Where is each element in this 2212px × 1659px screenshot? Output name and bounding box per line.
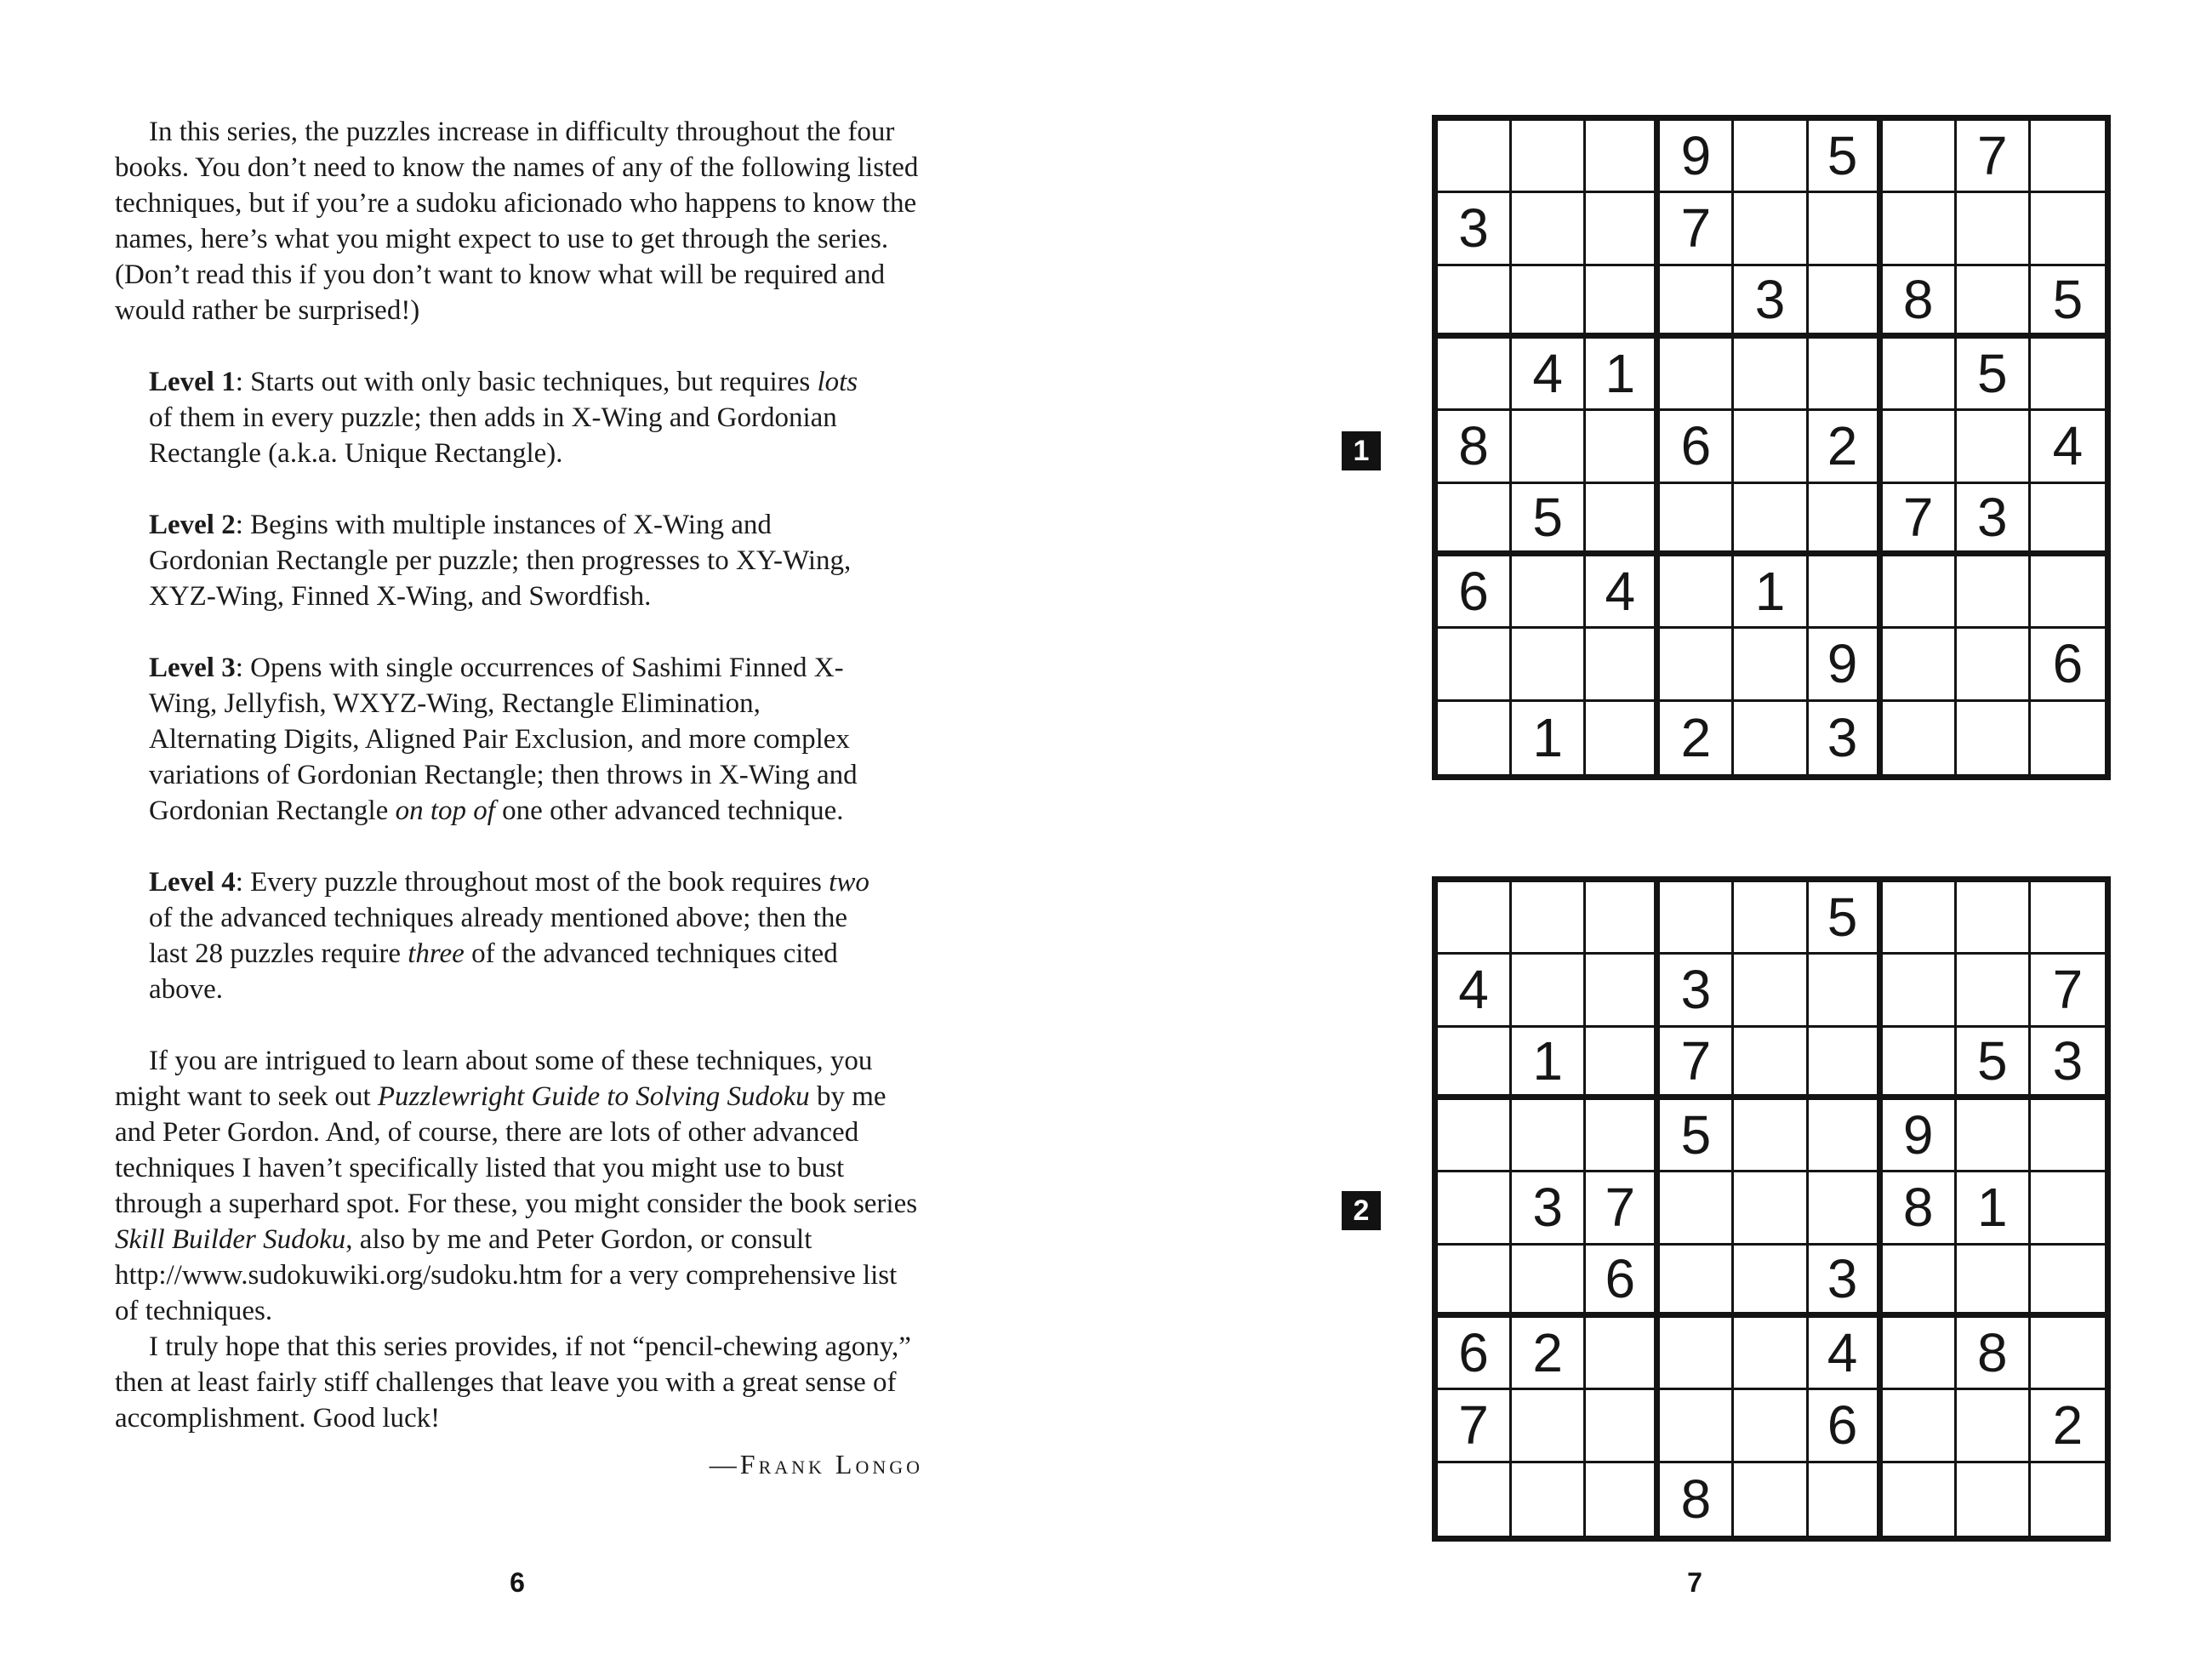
- level-4-paragraph: [149, 864, 885, 1007]
- sudoku-cell-empty: [1734, 629, 1808, 701]
- sudoku-cell-empty: [1734, 955, 1808, 1027]
- bold-run: Level 1: [149, 367, 236, 397]
- sudoku-cell-given: 7: [1586, 1172, 1660, 1245]
- text-run: I truly hope that this series provides, if not “pencil-chewing agony,” then at least fairly stiff challenges that leave you with a great sense of accomplishment. Good luck!: [115, 1331, 911, 1434]
- sudoku-cell-empty: [2031, 1100, 2105, 1172]
- sudoku-cell-empty: [1660, 339, 1734, 411]
- sudoku-cell-empty: [1438, 1246, 1512, 1318]
- techniques-paragraph: [115, 1043, 923, 1329]
- sudoku-cell-given: 4: [2031, 411, 2105, 483]
- sudoku-cell-given: 3: [1660, 955, 1734, 1027]
- sudoku-cell-empty: [1883, 702, 1957, 774]
- sudoku-cell-empty: [1809, 955, 1883, 1027]
- sudoku-cell-empty: [1957, 266, 2031, 339]
- sudoku-cell-empty: [1734, 1318, 1808, 1390]
- sudoku-cell-given: 3: [1957, 484, 2031, 556]
- sudoku-cell-empty: [1883, 1390, 1957, 1462]
- sudoku-cell-empty: [1809, 1028, 1883, 1100]
- sudoku-cell-empty: [1734, 882, 1808, 955]
- sudoku-cell-empty: [1512, 1100, 1586, 1172]
- sudoku-cell-empty: [2031, 1172, 2105, 1245]
- italic-run: three: [408, 938, 465, 969]
- sudoku-cell-empty: [1512, 266, 1586, 339]
- sudoku-cell-given: 8: [1660, 1463, 1734, 1536]
- sudoku-cell-empty: [1809, 1463, 1883, 1536]
- sudoku-cell-empty: [1586, 266, 1660, 339]
- text-run: by me and Peter Gordon. And, of course, there are lots of other advanced techniques I haven’t specifically listed that you might use to bust through a superhard spot. For these, you might consider the book series: [115, 1081, 918, 1219]
- sudoku-cell-given: 6: [1660, 411, 1734, 483]
- sudoku-cell-empty: [1734, 1172, 1808, 1245]
- level-2-paragraph: [149, 507, 885, 614]
- italic-run: Skill Builder Sudoku: [115, 1224, 346, 1255]
- sudoku-cell-given: 5: [1957, 339, 2031, 411]
- text-run: of the advanced techniques cited above.: [149, 938, 838, 1005]
- sudoku-cell-empty: [1586, 193, 1660, 265]
- sudoku-cell-empty: [1512, 882, 1586, 955]
- sudoku-cell-given: 7: [1957, 121, 2031, 193]
- sudoku-cell-empty: [1957, 882, 2031, 955]
- page-right: [1106, 0, 2212, 1659]
- sudoku-cell-empty: [1660, 484, 1734, 556]
- bold-run: Level 2: [149, 510, 236, 540]
- sudoku-cell-empty: [1883, 1246, 1957, 1318]
- sudoku-cell-given: 4: [1586, 556, 1660, 629]
- bold-run: Level 3: [149, 653, 236, 683]
- sudoku-cell-empty: [1883, 1318, 1957, 1390]
- sudoku-cell-empty: [1957, 629, 2031, 701]
- sudoku-cell-empty: [1734, 1028, 1808, 1100]
- sudoku-grid-1: [1432, 115, 2111, 780]
- sudoku-cell-given: 6: [1438, 556, 1512, 629]
- sudoku-cell-empty: [1883, 411, 1957, 483]
- sudoku-cell-empty: [1957, 1390, 2031, 1462]
- sudoku-cell-empty: [1438, 1463, 1512, 1536]
- sudoku-cell-empty: [1883, 121, 1957, 193]
- sudoku-cell-given: 5: [1809, 121, 1883, 193]
- sudoku-cell-empty: [1438, 121, 1512, 193]
- sudoku-cell-given: 7: [2031, 955, 2105, 1027]
- sudoku-cell-empty: [1957, 955, 2031, 1027]
- sudoku-cell-empty: [1660, 882, 1734, 955]
- bold-run: Level 4: [149, 867, 236, 898]
- sudoku-cell-empty: [1957, 1463, 2031, 1536]
- sudoku-cell-empty: [2031, 1318, 2105, 1390]
- sudoku-cell-empty: [1734, 1100, 1808, 1172]
- sudoku-cell-given: 5: [2031, 266, 2105, 339]
- sudoku-cell-given: 2: [2031, 1390, 2105, 1462]
- sudoku-cell-given: 3: [1809, 702, 1883, 774]
- sudoku-cell-given: 1: [1512, 1028, 1586, 1100]
- sudoku-cell-empty: [1438, 1028, 1512, 1100]
- sudoku-cell-empty: [1883, 1028, 1957, 1100]
- sudoku-cell-given: 9: [1883, 1100, 1957, 1172]
- page-number-right: 7: [1687, 1567, 1702, 1598]
- sudoku-cell-given: 3: [1809, 1246, 1883, 1318]
- intro-paragraph: [115, 114, 923, 328]
- sudoku-cell-empty: [1660, 1172, 1734, 1245]
- author-signature: —Frank Longo: [709, 1449, 923, 1479]
- sudoku-cell-empty: [2031, 1463, 2105, 1536]
- sudoku-cell-empty: [1809, 266, 1883, 339]
- sudoku-cell-empty: [1809, 339, 1883, 411]
- sudoku-cell-empty: [2031, 484, 2105, 556]
- sudoku-cell-empty: [2031, 702, 2105, 774]
- sudoku-cell-empty: [1586, 1100, 1660, 1172]
- sudoku-cell-empty: [1512, 955, 1586, 1027]
- sudoku-cell-given: 8: [1883, 1172, 1957, 1245]
- italic-run: on top of: [395, 795, 495, 826]
- sudoku-cell-given: 5: [1957, 1028, 2031, 1100]
- sudoku-cell-empty: [1660, 1318, 1734, 1390]
- sudoku-cell-given: 7: [1660, 1028, 1734, 1100]
- sudoku-cell-empty: [1512, 1390, 1586, 1462]
- sudoku-cell-given: 6: [2031, 629, 2105, 701]
- sudoku-cell-given: 1: [1512, 702, 1586, 774]
- sudoku-cell-empty: [1809, 193, 1883, 265]
- sudoku-cell-empty: [1438, 484, 1512, 556]
- sudoku-cell-given: 8: [1883, 266, 1957, 339]
- sudoku-cell-empty: [1438, 1172, 1512, 1245]
- sudoku-cell-empty: [1734, 1246, 1808, 1318]
- page-number-left: 6: [510, 1567, 525, 1598]
- italic-run: lots: [817, 367, 858, 397]
- sudoku-cell-empty: [1809, 556, 1883, 629]
- sudoku-cell-empty: [1957, 193, 2031, 265]
- sudoku-cell-empty: [1734, 702, 1808, 774]
- sudoku-cell-given: 7: [1660, 193, 1734, 265]
- sudoku-cell-given: 3: [2031, 1028, 2105, 1100]
- sudoku-cell-empty: [1957, 702, 2031, 774]
- text-run: : Begins with multiple instances of X-Wing and Gordonian Rectangle per puzzle; then progresses to XY-Wing, XYZ-Wing, Finned X-Wing, and Swordfish.: [149, 510, 852, 612]
- sudoku-cell-given: 5: [1512, 484, 1586, 556]
- sudoku-cell-given: 2: [1809, 411, 1883, 483]
- level-1-paragraph: [149, 364, 885, 471]
- sudoku-cell-empty: [1660, 629, 1734, 701]
- sudoku-cell-empty: [1809, 1100, 1883, 1172]
- sudoku-cell-empty: [1586, 121, 1660, 193]
- sudoku-cell-empty: [2031, 556, 2105, 629]
- sudoku-cell-empty: [1734, 1463, 1808, 1536]
- sudoku-cell-empty: [1512, 193, 1586, 265]
- sudoku-cell-empty: [1734, 484, 1808, 556]
- sudoku-cell-empty: [1512, 556, 1586, 629]
- sudoku-cell-given: 9: [1660, 121, 1734, 193]
- level-3-paragraph: [149, 650, 885, 829]
- sudoku-cell-empty: [1734, 339, 1808, 411]
- sudoku-cell-given: 4: [1809, 1318, 1883, 1390]
- sudoku-cell-empty: [2031, 882, 2105, 955]
- sudoku-cell-empty: [2031, 339, 2105, 411]
- sudoku-cell-given: 6: [1438, 1318, 1512, 1390]
- sudoku-cell-given: 9: [1809, 629, 1883, 701]
- sudoku-cell-empty: [2031, 193, 2105, 265]
- sudoku-cell-given: 3: [1438, 193, 1512, 265]
- sudoku-cell-empty: [1883, 629, 1957, 701]
- sudoku-cell-empty: [1586, 702, 1660, 774]
- sudoku-cell-given: 8: [1957, 1318, 2031, 1390]
- sudoku-cell-empty: [1660, 556, 1734, 629]
- sudoku-cell-given: 3: [1734, 266, 1808, 339]
- italic-run: two: [829, 867, 869, 898]
- sudoku-cell-empty: [1512, 411, 1586, 483]
- puzzle-1-label: 1: [1342, 431, 1381, 470]
- text-run: In this series, the puzzles increase in difficulty throughout the four books. You don’t need to know the names of any of the following listed techniques, but if you’re a sudoku aficionado who happens to know the names, here’s what you might expect to use to get through the series. (Don’t read this if you don’t want to know what will be required and would rather be surprised!): [115, 117, 919, 326]
- sudoku-cell-empty: [1586, 629, 1660, 701]
- sudoku-cell-empty: [1734, 411, 1808, 483]
- sudoku-cell-empty: [1957, 1100, 2031, 1172]
- closing-paragraph: [115, 1329, 923, 1436]
- sudoku-cell-empty: [1883, 193, 1957, 265]
- sudoku-cell-empty: [1438, 266, 1512, 339]
- sudoku-cell-empty: [1512, 1463, 1586, 1536]
- sudoku-cell-empty: [1438, 629, 1512, 701]
- puzzle-2-label: 2: [1342, 1191, 1381, 1230]
- sudoku-cell-given: 5: [1660, 1100, 1734, 1172]
- sudoku-cell-given: 6: [1586, 1246, 1660, 1318]
- text-run: : Opens with single occurrences of Sashimi Finned X-Wing, Jellyfish, WXYZ-Wing, Rectangle Elimination, Alternating Digits, Aligned Pair Exclusion, and more complex variations of Gordonian Rectangle; then throws in X-Wing and Gordonian Rectangle: [149, 653, 858, 826]
- sudoku-grid-2: [1432, 876, 2111, 1542]
- sudoku-cell-empty: [1734, 1390, 1808, 1462]
- sudoku-cell-empty: [1660, 1246, 1734, 1318]
- sudoku-cell-given: 4: [1438, 955, 1512, 1027]
- sudoku-cell-empty: [1660, 266, 1734, 339]
- sudoku-cell-empty: [1660, 1390, 1734, 1462]
- sudoku-cell-given: 5: [1809, 882, 1883, 955]
- sudoku-cell-empty: [1809, 484, 1883, 556]
- sudoku-cell-empty: [1512, 629, 1586, 701]
- sudoku-cell-empty: [1883, 882, 1957, 955]
- sudoku-cell-given: 1: [1734, 556, 1808, 629]
- sudoku-cell-empty: [1586, 1463, 1660, 1536]
- sudoku-cell-given: 6: [1809, 1390, 1883, 1462]
- text-run: of the advanced techniques already mentioned above; then the last 28 puzzles require: [149, 903, 848, 969]
- text-run: , also by me and Peter Gordon, or consult http://www.sudokuwiki.org/sudoku.htm for a very comprehensive list of techniques.: [115, 1224, 898, 1326]
- sudoku-cell-given: 2: [1660, 702, 1734, 774]
- sudoku-cell-empty: [1957, 1246, 2031, 1318]
- sudoku-cell-empty: [1883, 556, 1957, 629]
- text-run: : Starts out with only basic techniques, but requires: [235, 367, 818, 397]
- sudoku-cell-given: 8: [1438, 411, 1512, 483]
- sudoku-cell-empty: [1586, 1028, 1660, 1100]
- italic-run: Puzzlewright Guide to Solving Sudoku: [377, 1081, 810, 1112]
- sudoku-cell-given: 4: [1512, 339, 1586, 411]
- text-run: of them in every puzzle; then adds in X-Wing and Gordonian Rectangle (a.k.a. Unique Rectangle).: [149, 402, 837, 469]
- sudoku-cell-empty: [2031, 1246, 2105, 1318]
- sudoku-cell-empty: [1438, 882, 1512, 955]
- sudoku-cell-empty: [1883, 1463, 1957, 1536]
- sudoku-cell-empty: [1586, 411, 1660, 483]
- sudoku-cell-given: 7: [1883, 484, 1957, 556]
- sudoku-cell-empty: [1586, 484, 1660, 556]
- sudoku-cell-empty: [1883, 955, 1957, 1027]
- text-run: one other advanced technique.: [494, 795, 844, 826]
- sudoku-cell-empty: [1438, 1100, 1512, 1172]
- sudoku-cell-empty: [1734, 193, 1808, 265]
- sudoku-cell-given: 2: [1512, 1318, 1586, 1390]
- sudoku-cell-empty: [1586, 955, 1660, 1027]
- sudoku-cell-empty: [1512, 1246, 1586, 1318]
- sudoku-cell-empty: [1957, 411, 2031, 483]
- sudoku-cell-empty: [1586, 1318, 1660, 1390]
- text-run: : Every puzzle throughout most of the book requires: [235, 867, 830, 898]
- sudoku-cell-empty: [1512, 121, 1586, 193]
- sudoku-cell-given: 3: [1512, 1172, 1586, 1245]
- sudoku-cell-empty: [2031, 121, 2105, 193]
- sudoku-cell-empty: [1438, 339, 1512, 411]
- sudoku-cell-empty: [1734, 121, 1808, 193]
- sudoku-cell-empty: [1957, 556, 2031, 629]
- sudoku-cell-empty: [1586, 1390, 1660, 1462]
- sudoku-cell-empty: [1809, 1172, 1883, 1245]
- sudoku-cell-given: 1: [1957, 1172, 2031, 1245]
- sudoku-cell-empty: [1438, 702, 1512, 774]
- text-run: If you are intrigued to learn about some of these techniques, you might want to seek out: [115, 1046, 873, 1112]
- sudoku-cell-given: 1: [1586, 339, 1660, 411]
- intro-text: [115, 114, 923, 1482]
- sudoku-cell-empty: [1586, 882, 1660, 955]
- sudoku-cell-given: 7: [1438, 1390, 1512, 1462]
- sudoku-cell-empty: [1883, 339, 1957, 411]
